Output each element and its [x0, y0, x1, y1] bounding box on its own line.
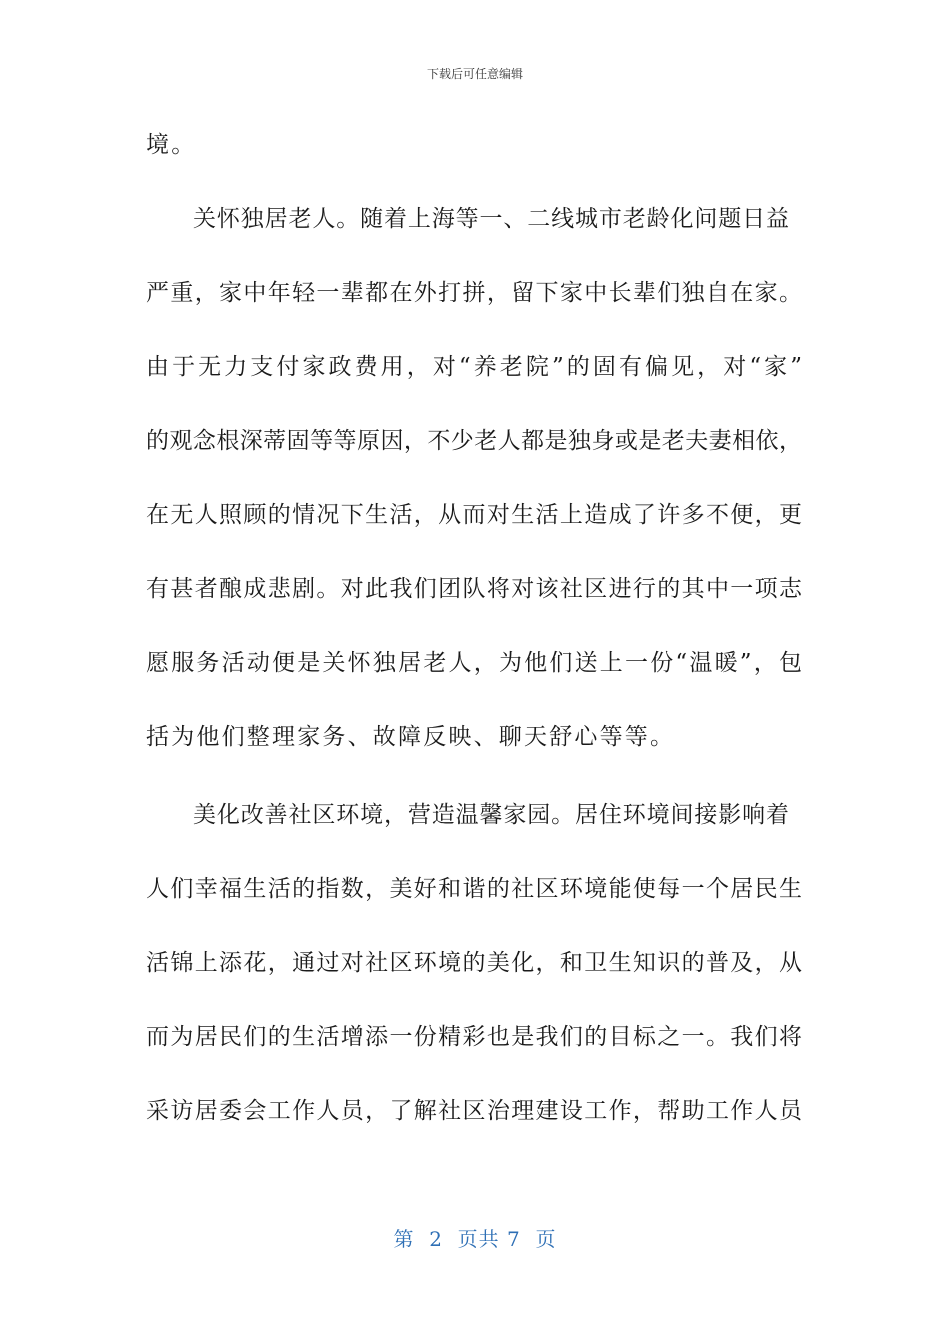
page-header-note: 下载后可任意编辑	[426, 67, 523, 81]
text-line: 括为他们整理家务、故障反映、聊天舒心等等。	[146, 724, 676, 750]
paragraph-first-line: 关怀独居老人。随着上海等一、二线城市老龄化问题日益	[193, 206, 789, 232]
text-line: 活锦上添花，通过对社区环境的美化，和卫生知识的普及，从	[146, 950, 802, 976]
page-number-footer: 第 2 页共 7 页	[393, 1227, 557, 1251]
text-line: 而为居民们的生活增添一份精彩也是我们的目标之一。我们将	[146, 1024, 802, 1050]
paragraph-first-line: 美化改善社区环境，营造温馨家园。居住环境间接影响着	[193, 802, 789, 828]
text-line: 严重，家中年轻一辈都在外打拼，留下家中长辈们独自在家。	[146, 280, 802, 306]
text-line: 的观念根深蒂固等等原因，不少老人都是独身或是老夫妻相依，	[146, 428, 802, 454]
text-line: 由于无力支付家政费用，对“养老院”的固有偏见，对“家”	[146, 354, 802, 380]
text-line: 在无人照顾的情况下生活，从而对生活上造成了许多不便，更	[146, 502, 802, 528]
text-line: 境。	[146, 132, 197, 158]
text-line: 愿服务活动便是关怀独居老人，为他们送上一份“温暖”，包	[146, 650, 802, 676]
text-line: 采访居委会工作人员，了解社区治理建设工作，帮助工作人员	[146, 1098, 802, 1124]
text-line: 有甚者酿成悲剧。对此我们团队将对该社区进行的其中一项志	[146, 576, 802, 602]
text-line: 人们幸福生活的指数，美好和谐的社区环境能使每一个居民生	[146, 876, 802, 902]
